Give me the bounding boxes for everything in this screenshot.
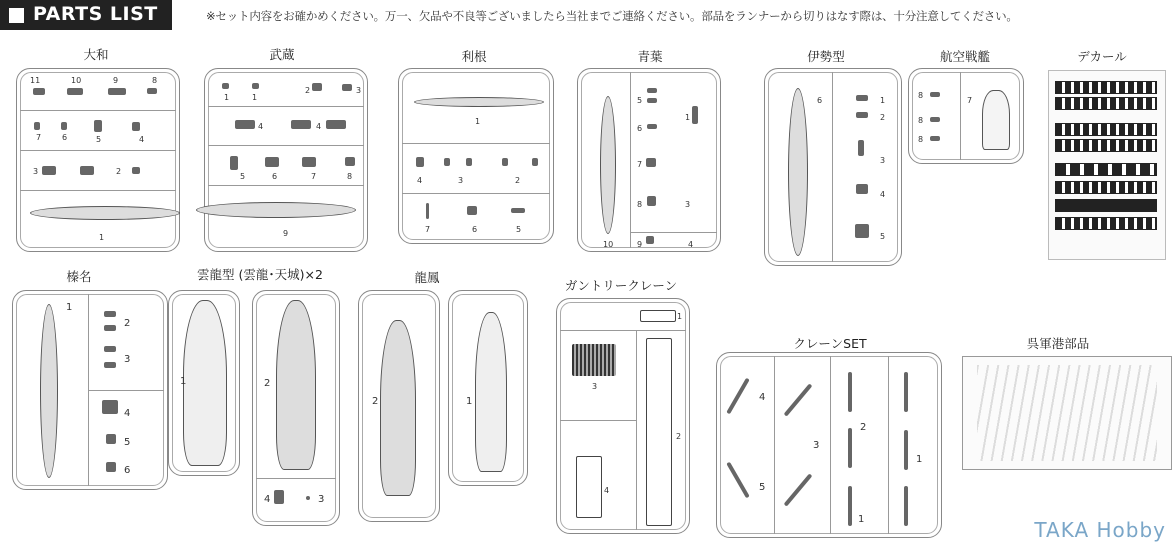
title-kure: 呉軍港部品 — [1026, 336, 1090, 351]
decal-strip — [1055, 81, 1157, 94]
title-aoba: 青葉 — [637, 49, 663, 64]
divider — [832, 72, 833, 262]
part-hull-yamato — [30, 206, 180, 220]
part-hull-haruna — [40, 304, 58, 478]
part-number: 6 — [637, 124, 643, 133]
part-gantry-grid — [572, 344, 616, 376]
divider — [20, 190, 176, 191]
decal-strip — [1055, 217, 1157, 230]
part-hull-musashi — [196, 202, 356, 218]
part-number: 9 — [283, 229, 289, 238]
part-small — [647, 88, 657, 93]
part-bridge — [265, 157, 279, 167]
part-flight-deck — [982, 90, 1010, 150]
decal-strip — [1055, 123, 1157, 136]
part-small — [856, 95, 868, 101]
part-number: 1 — [224, 93, 230, 102]
part-number: 4 — [264, 494, 271, 505]
decal-sheet — [1048, 70, 1166, 260]
part-hull-ryuho — [380, 320, 416, 496]
part-number: 7 — [637, 160, 643, 169]
part-number: 1 — [66, 302, 73, 313]
part-number: 1 — [180, 376, 187, 387]
frame-kure — [962, 356, 1172, 470]
part-small — [104, 311, 116, 317]
part-number: 3 — [318, 494, 325, 505]
part-hull-aoba — [600, 96, 616, 234]
divider — [208, 145, 364, 146]
part-small — [930, 117, 940, 122]
part-crane-arm — [848, 486, 852, 526]
divider — [560, 330, 686, 331]
part-number: 4 — [316, 122, 322, 131]
part-small — [416, 157, 424, 167]
part-mast — [61, 122, 67, 130]
part-number: 11 — [30, 76, 41, 85]
title-decal: デカール — [1077, 49, 1127, 64]
divider — [630, 72, 631, 248]
part-crane-arm — [426, 203, 429, 219]
part-number: 4 — [417, 176, 423, 185]
part-bridge — [302, 157, 316, 167]
part-number: 3 — [813, 440, 820, 451]
header-title: PARTS LIST — [33, 3, 158, 25]
part-mast — [858, 140, 864, 156]
frame-tone — [398, 68, 554, 244]
part-small — [646, 158, 656, 167]
divider — [402, 193, 550, 194]
part-number: 4 — [258, 122, 264, 131]
part-crane-arm — [904, 372, 908, 412]
part-number: 8 — [347, 172, 353, 181]
part-small — [444, 158, 450, 166]
part-small — [106, 434, 116, 444]
part-number: 4 — [880, 190, 886, 199]
part-turret — [291, 120, 311, 129]
part-crane-arm — [848, 372, 852, 412]
part-crane-arm — [904, 430, 908, 470]
part-number: 1 — [677, 312, 683, 321]
part-bridge — [855, 224, 869, 238]
part-turret — [147, 88, 157, 94]
part-small — [930, 92, 940, 97]
part-number: 2 — [116, 167, 122, 176]
part-turret — [108, 88, 126, 95]
title-gantry: ガントリークレーン — [564, 278, 678, 293]
part-number: 2 — [880, 113, 886, 122]
part-number: 6 — [472, 225, 478, 234]
part-number: 6 — [62, 133, 68, 142]
part-number: 3 — [356, 86, 362, 95]
title-carrier: 航空戦艦 — [939, 49, 991, 64]
part-number: 1 — [685, 113, 691, 122]
part-mast — [230, 156, 238, 170]
title-ise: 伊勢型 — [807, 49, 845, 64]
divider — [208, 106, 364, 107]
part-turret — [326, 120, 346, 129]
divider — [774, 356, 775, 534]
part-small — [502, 158, 508, 166]
part-number: 5 — [96, 135, 102, 144]
divider — [20, 150, 176, 151]
part-turret — [67, 88, 83, 95]
part-hull-tone — [414, 97, 544, 107]
header-square-icon — [9, 8, 24, 23]
part-number: 6 — [124, 465, 131, 476]
part-small — [104, 346, 116, 352]
title-yamato: 大和 — [83, 47, 109, 62]
part-number: 3 — [458, 176, 464, 185]
part-turret — [33, 88, 45, 95]
part-number: 2 — [676, 432, 682, 441]
part-bridge — [856, 184, 868, 194]
divider — [888, 356, 889, 534]
title-unryu: 雲龍型 (雲龍･天城)×2 — [197, 267, 323, 282]
part-small — [646, 236, 654, 244]
part-small — [222, 83, 229, 89]
part-crane-arm — [848, 428, 852, 468]
divider — [636, 330, 637, 530]
part-number: 1 — [916, 454, 923, 465]
part-gantry-frame — [576, 456, 602, 518]
part-hull-ise — [788, 88, 808, 256]
part-mast — [132, 122, 140, 131]
part-number: 1 — [466, 396, 473, 407]
part-small — [274, 490, 284, 504]
decal-strip — [1055, 199, 1157, 212]
part-small — [930, 136, 940, 141]
part-number: 1 — [99, 233, 105, 242]
part-number: 3 — [124, 354, 131, 365]
part-number: 5 — [880, 232, 886, 241]
divider — [208, 185, 364, 186]
part-number: 4 — [759, 392, 766, 403]
part-small — [647, 98, 657, 103]
title-musashi: 武蔵 — [269, 47, 295, 62]
part-number: 1 — [475, 117, 481, 126]
part-number: 4 — [688, 240, 694, 249]
part-number: 8 — [918, 135, 924, 144]
divider — [960, 72, 961, 160]
part-number: 9 — [113, 76, 119, 85]
decal-strip — [1055, 97, 1157, 110]
part-number: 8 — [152, 76, 158, 85]
part-number: 5 — [124, 437, 131, 448]
part-small — [511, 208, 525, 213]
part-number: 7 — [425, 225, 431, 234]
title-tone: 利根 — [461, 49, 487, 64]
part-bridge — [80, 166, 94, 175]
part-number: 1 — [858, 514, 865, 525]
part-mast — [94, 120, 102, 132]
header-note: ※セット内容をお確かめください。万一、欠品や不良等ございましたら当社までご連絡ください。部品をランナーから切りはなす際は、十分注意してください。 — [206, 9, 1018, 23]
part-small — [647, 124, 657, 129]
part-small — [647, 196, 656, 206]
part-number: 8 — [918, 91, 924, 100]
part-number: 2 — [264, 378, 271, 389]
part-crane-arm — [904, 486, 908, 526]
part-number: 4 — [604, 486, 610, 495]
divider — [630, 232, 717, 233]
part-number: 5 — [759, 482, 766, 493]
part-gantry-tower — [646, 338, 672, 526]
part-number: 3 — [33, 167, 39, 176]
header-badge — [0, 0, 172, 30]
part-number: 10 — [71, 76, 82, 85]
part-number: 6 — [272, 172, 278, 181]
part-number: 10 — [603, 240, 614, 249]
part-number: 9 — [637, 240, 643, 249]
title-ryuho: 龍鳳 — [414, 270, 440, 285]
divider — [256, 478, 336, 479]
title-haruna: 榛名 — [66, 269, 92, 284]
part-number: 5 — [240, 172, 246, 181]
frame-yamato — [16, 68, 180, 252]
part-number: 1 — [880, 96, 886, 105]
part-number: 7 — [967, 96, 973, 105]
part-number: 2 — [124, 318, 131, 329]
part-number: 7 — [36, 133, 42, 142]
part-small — [467, 206, 477, 215]
part-deck-unryu — [183, 300, 227, 466]
part-deck-ryuho — [475, 312, 507, 472]
watermark: TAKA Hobby — [1034, 518, 1166, 542]
part-bridge — [42, 166, 56, 175]
part-small — [106, 462, 116, 472]
part-mast — [692, 106, 698, 124]
part-bridge — [345, 157, 355, 166]
part-number: 2 — [860, 422, 867, 433]
frame-crane — [716, 352, 942, 538]
part-gantry-beam — [640, 310, 676, 322]
part-bridge — [102, 400, 118, 414]
title-crane: クレーンSET — [793, 336, 867, 351]
part-hull-unryu — [276, 300, 316, 470]
part-small — [104, 362, 116, 368]
part-small — [312, 83, 322, 91]
part-small — [252, 83, 259, 89]
part-harbor-pier — [977, 365, 1157, 461]
divider — [20, 110, 176, 111]
part-number: 8 — [918, 116, 924, 125]
part-small — [856, 112, 868, 118]
part-number: 8 — [637, 200, 643, 209]
part-small — [306, 496, 310, 500]
decal-strip — [1055, 163, 1157, 176]
decal-strip — [1055, 139, 1157, 152]
part-number: 6 — [817, 96, 823, 105]
part-number: 5 — [637, 96, 643, 105]
part-mast — [34, 122, 40, 130]
part-number: 7 — [311, 172, 317, 181]
divider — [88, 390, 164, 391]
part-number: 3 — [592, 382, 598, 391]
part-number: 2 — [305, 86, 311, 95]
part-number: 2 — [372, 396, 379, 407]
part-small — [466, 158, 472, 166]
part-bridge — [132, 167, 140, 174]
part-turret — [235, 120, 255, 129]
divider — [560, 420, 636, 421]
part-number: 1 — [252, 93, 258, 102]
part-number: 3 — [685, 200, 691, 209]
part-small — [104, 325, 116, 331]
part-number: 3 — [880, 156, 886, 165]
decal-strip — [1055, 181, 1157, 194]
part-small — [342, 84, 352, 91]
part-number: 5 — [516, 225, 522, 234]
divider — [830, 356, 831, 534]
part-small — [532, 158, 538, 166]
part-number: 4 — [139, 135, 145, 144]
divider — [402, 143, 550, 144]
part-number: 2 — [515, 176, 521, 185]
part-number: 4 — [124, 408, 131, 419]
